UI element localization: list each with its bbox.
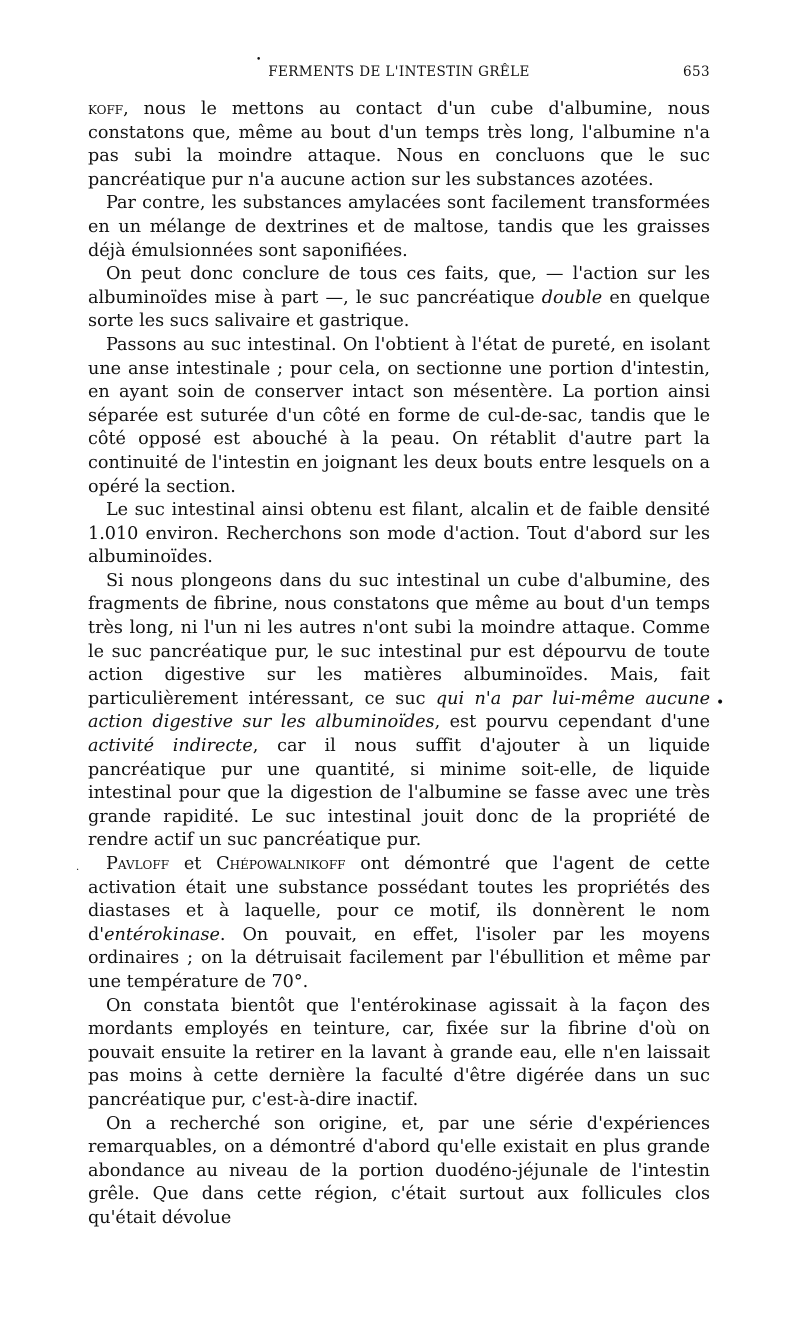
paragraph-7 xyxy=(88,853,710,995)
paragraph-text: , nous le mettons au contact d'un cube d'albumine, nous constatons que, même au bout d'un temps très long, l'albumine n'a pas subi la moindre attaque. Nous en concluons que le suc pancréatique pur n'a aucune action sur les substances azotées. xyxy=(88,99,710,190)
paragraph-4 xyxy=(88,334,710,499)
margin-mark: . xyxy=(76,862,80,873)
paragraph-text: On constata bientôt que l'entérokinase agissait à la façon des mordants employés en teinture, car, fixée sur la fibrine d'où on pouvait ensuite la retirer en la lavant à grande eau, elle n'en laissait pas moins à cette dernière la faculté d'être digérée dans un suc pancréatique pur, c'est-à-dire inactif. xyxy=(88,995,710,1110)
header-mark: • xyxy=(256,55,262,65)
emphasis: qui n'a par lui-même aucune action digestive sur les albuminoïdes xyxy=(88,688,710,733)
paragraph-text: On peut donc conclure de tous ces faits, que, — l'action sur les albuminoïdes mise à part —, le suc pancréatique xyxy=(88,264,710,308)
paragraph-5 xyxy=(88,499,710,570)
paragraph-3 xyxy=(88,263,710,334)
paragraph-text: ont démontré que l'agent de cette activation était une substance possédant toutes les propriétés des diastases et à laquelle, pour ce motif, ils donnèrent le nom d' xyxy=(88,854,710,945)
running-header xyxy=(88,55,710,90)
author-name: Pavloff xyxy=(106,854,170,874)
margin-mark: • xyxy=(716,695,725,711)
paragraph-text: Par contre, les substances amylacées sont facilement transformées en un mélange de dextrines et de maltose, tandis que les graisses déjà émulsionnées sont saponifiées. xyxy=(88,193,710,261)
paragraph-9 xyxy=(88,1113,710,1231)
body-text xyxy=(88,98,710,1231)
running-title: FERMENTS DE L'INTESTIN GRÊLE xyxy=(268,64,530,80)
emphasis: double xyxy=(541,287,603,308)
paragraph-text: . On pouvait, en effet, l'isoler par les moyens ordinaires ; on la détruisait facilement par l'ébullition et même par une température de 70°. xyxy=(88,924,710,992)
author-name: Chépowalnikoff xyxy=(216,854,346,874)
page-number: 653 xyxy=(683,64,710,80)
page-body xyxy=(88,98,710,1231)
paragraph-text: On a recherché son origine, et, par une série d'expériences remarquables, on a démontré d'abord qu'elle existait en plus grande abondance au niveau de la portion duodéno-jéjunale de l'intestin grêle. Que dans cette région, c'était surtout aux follicules clos qu'était dévolue xyxy=(88,1113,710,1228)
author-name: koff xyxy=(88,99,124,119)
paragraph-text: Si nous plongeons dans du suc intestinal un cube d'albumine, des fragments de fibrine, nous constatons que même au bout d'un temps très long, ni l'un ni les autres n'ont subi la moindre attaque. Comme le suc pancréatique pur, le suc intestinal pur est dépourvu de toute action digestive sur les matières albuminoïdes. Mais, fait particulièrement intéressant, ce suc xyxy=(88,570,710,709)
emphasis: entérokinase xyxy=(104,924,220,945)
paragraph-text: Passons au suc intestinal. On l'obtient à l'état de pureté, en isolant une anse intestinale ; pour cela, on sectionne une portion d'intestin, en ayant soin de conserver intact son mésentère. La portion ainsi séparée est suturée d'un côté en forme de cul-de-sac, tandis que le côté opposé est abouché à la peau. On rétablit d'autre part la continuité de l'intestin en joignant les deux bouts entre lesquels on a opéré la section. xyxy=(88,334,710,497)
paragraph-text: , car il nous suffit d'ajouter à un liquide pancréatique pur une quantité, si minime soit-elle, de liquide intestinal pour que la digestion de l'albumine se fasse avec une très grande rapidité. Le suc intestinal jouit donc de la propriété de rendre actif un suc pancréatique pur. xyxy=(88,736,710,851)
paragraph-6 xyxy=(88,570,710,853)
paragraph-8 xyxy=(88,995,710,1113)
paragraph-text: , est pourvu cependant d'une xyxy=(434,712,710,733)
paragraph-1 xyxy=(88,98,710,192)
paragraph-text: Le suc intestinal ainsi obtenu est filant, alcalin et de faible densité 1.010 environ. Recherchons son mode d'action. Tout d'abord sur les albuminoïdes. xyxy=(88,500,710,568)
paragraph-text: et xyxy=(169,854,217,874)
paragraph-text: en quelque sorte les sucs salivaire et gastrique. xyxy=(88,287,710,332)
emphasis: activité indirecte xyxy=(88,736,253,757)
paragraph-2 xyxy=(88,192,710,263)
